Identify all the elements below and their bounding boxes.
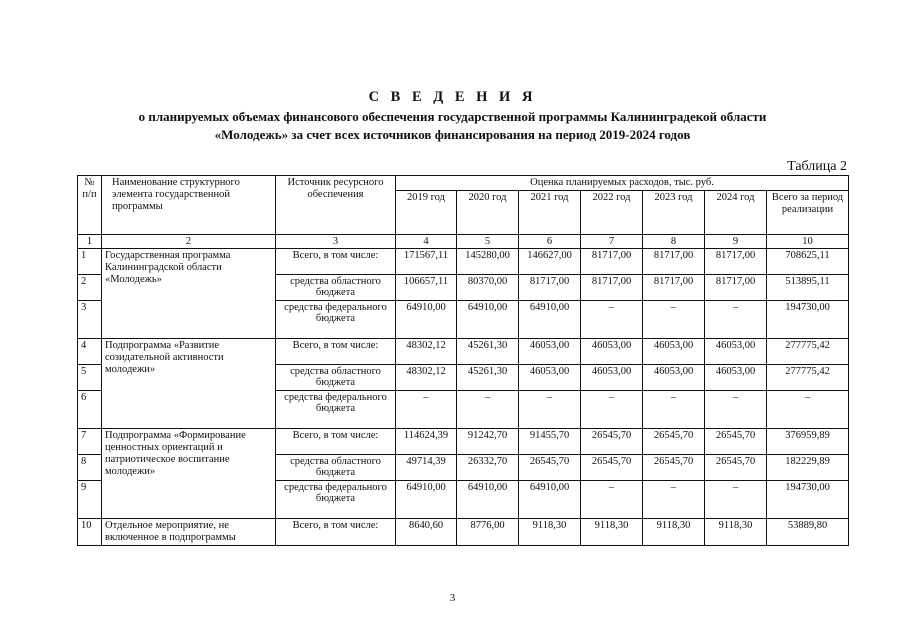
year-value: 9118,30 [519, 519, 581, 546]
year-value: 81717,00 [519, 275, 581, 301]
column-number: 2 [102, 235, 276, 249]
year-value: 48302,12 [396, 339, 457, 365]
year-value: 81717,00 [705, 249, 767, 275]
row-number: 5 [78, 365, 102, 391]
year-value: 9118,30 [705, 519, 767, 546]
header-year: 2021 год [519, 191, 581, 235]
period-total: 376959,89 [767, 429, 849, 455]
year-value: – [705, 481, 767, 519]
row-number: 10 [78, 519, 102, 546]
element-name: Подпрограмма «Развитие созидательной активности молодежи» [102, 339, 276, 429]
row-number: 7 [78, 429, 102, 455]
funding-source: средства федерального бюджета [276, 391, 396, 429]
row-number: 4 [78, 339, 102, 365]
year-value: – [581, 481, 643, 519]
year-value: 146627,00 [519, 249, 581, 275]
column-number: 10 [767, 235, 849, 249]
year-value: 91455,70 [519, 429, 581, 455]
row-number: 8 [78, 455, 102, 481]
year-value: – [581, 391, 643, 429]
year-value: 45261,30 [457, 339, 519, 365]
year-value: 171567,11 [396, 249, 457, 275]
year-value: – [396, 391, 457, 429]
table-row [78, 249, 849, 275]
year-value: 81717,00 [643, 249, 705, 275]
year-value: 64910,00 [519, 301, 581, 339]
year-value: 45261,30 [457, 365, 519, 391]
header-year: 2023 год [643, 191, 705, 235]
table-row [78, 339, 849, 365]
year-value: – [457, 391, 519, 429]
table-row [78, 429, 849, 455]
year-value: – [705, 391, 767, 429]
year-value: 46053,00 [643, 339, 705, 365]
period-total: 708625,11 [767, 249, 849, 275]
year-value: 48302,12 [396, 365, 457, 391]
period-total: 277775,42 [767, 339, 849, 365]
year-value: 26545,70 [643, 455, 705, 481]
funding-source: Всего, в том числе: [276, 519, 396, 546]
period-total: 182229,89 [767, 455, 849, 481]
header-source: Источник ресурсного обеспечения [276, 176, 396, 235]
funding-source: средства федерального бюджета [276, 481, 396, 519]
year-value: 81717,00 [581, 249, 643, 275]
year-value: 26545,70 [705, 455, 767, 481]
year-value: 46053,00 [519, 339, 581, 365]
period-total: 194730,00 [767, 481, 849, 519]
header-estimate: Оценка планируемых расходов, тыс. руб. [396, 176, 849, 191]
column-number: 9 [705, 235, 767, 249]
year-value: – [581, 301, 643, 339]
year-value: 64910,00 [457, 301, 519, 339]
year-value: 91242,70 [457, 429, 519, 455]
table-label: Таблица 2 [787, 159, 847, 174]
period-total: 53889,80 [767, 519, 849, 546]
year-value: 81717,00 [705, 275, 767, 301]
funding-source: Всего, в том числе: [276, 339, 396, 365]
year-value: 64910,00 [457, 481, 519, 519]
column-number: 8 [643, 235, 705, 249]
column-number: 5 [457, 235, 519, 249]
table-row [78, 519, 849, 546]
element-name: Подпрограмма «Формирование ценностных ориентаций и патриотическое воспитание молодежи» [102, 429, 276, 519]
funding-source: средства областного бюджета [276, 275, 396, 301]
year-value: 9118,30 [643, 519, 705, 546]
funding-source: средства областного бюджета [276, 455, 396, 481]
year-value: 64910,00 [519, 481, 581, 519]
document-title: С В Е Д Е Н И Я [368, 89, 537, 105]
year-value: – [643, 301, 705, 339]
period-total: 277775,42 [767, 365, 849, 391]
header-num: № п/п [78, 176, 102, 235]
year-value: – [643, 481, 705, 519]
header-total: Всего за период реализации [767, 191, 849, 235]
year-value: 8776,00 [457, 519, 519, 546]
year-value: 26545,70 [705, 429, 767, 455]
year-value: 26545,70 [643, 429, 705, 455]
row-number: 3 [78, 301, 102, 339]
funding-source: Всего, в том числе: [276, 429, 396, 455]
header-name: Наименование структурного элемента государственной программы [102, 176, 276, 235]
header-year: 2024 год [705, 191, 767, 235]
year-value: 46053,00 [643, 365, 705, 391]
column-number: 6 [519, 235, 581, 249]
element-name: Государственная программа Калининградской области «Молодежь» [102, 249, 276, 339]
header-year: 2019 год [396, 191, 457, 235]
year-value: 46053,00 [581, 365, 643, 391]
year-value: 114624,39 [396, 429, 457, 455]
row-number: 2 [78, 275, 102, 301]
year-value: 26545,70 [581, 455, 643, 481]
year-value: 81717,00 [581, 275, 643, 301]
row-number: 6 [78, 391, 102, 429]
column-number: 3 [276, 235, 396, 249]
year-value: 64910,00 [396, 481, 457, 519]
year-value: 80370,00 [457, 275, 519, 301]
year-value: 8640,60 [396, 519, 457, 546]
year-value: 46053,00 [519, 365, 581, 391]
year-value: 145280,00 [457, 249, 519, 275]
element-name: Отдельное мероприятие, не включенное в подпрограммы [102, 519, 276, 546]
period-total: – [767, 391, 849, 429]
year-value: 26545,70 [581, 429, 643, 455]
document-subtitle-line1: о планируемых объемах финансового обеспечения государственной программы Калининградекой области [138, 109, 767, 124]
page-number: 3 [449, 592, 456, 604]
year-value: 49714,39 [396, 455, 457, 481]
year-value: 26545,70 [519, 455, 581, 481]
year-value: 26332,70 [457, 455, 519, 481]
year-value: 46053,00 [705, 365, 767, 391]
header-year: 2022 год [581, 191, 643, 235]
year-value: 81717,00 [643, 275, 705, 301]
financing-table [77, 175, 849, 546]
funding-source: средства областного бюджета [276, 365, 396, 391]
year-value: 46053,00 [581, 339, 643, 365]
year-value: 64910,00 [396, 301, 457, 339]
row-number: 1 [78, 249, 102, 275]
year-value: – [643, 391, 705, 429]
period-total: 194730,00 [767, 301, 849, 339]
year-value: 46053,00 [705, 339, 767, 365]
row-number: 9 [78, 481, 102, 519]
funding-source: средства федерального бюджета [276, 301, 396, 339]
header-year: 2020 год [457, 191, 519, 235]
period-total: 513895,11 [767, 275, 849, 301]
year-value: 9118,30 [581, 519, 643, 546]
column-number: 1 [78, 235, 102, 249]
document-subtitle-line2: «Молодежь» за счет всех источников финансирования на период 2019-2024 годов [214, 127, 691, 142]
column-number: 4 [396, 235, 457, 249]
year-value: – [519, 391, 581, 429]
year-value: 106657,11 [396, 275, 457, 301]
funding-source: Всего, в том числе: [276, 249, 396, 275]
column-number: 7 [581, 235, 643, 249]
year-value: – [705, 301, 767, 339]
